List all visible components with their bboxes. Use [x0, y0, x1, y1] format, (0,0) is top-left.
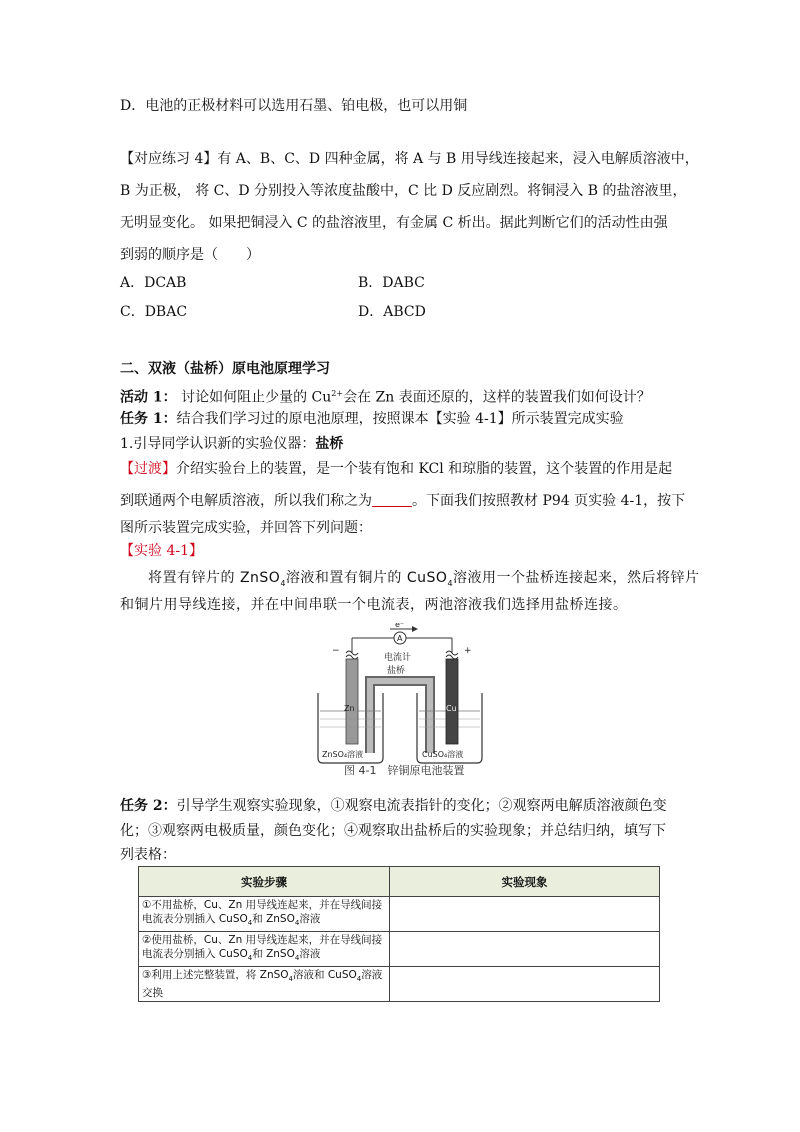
task2-line3: 列表格： — [120, 847, 176, 863]
result-cell[interactable] — [390, 967, 660, 1002]
electron-label: e⁻ — [395, 623, 405, 629]
task2-line2: 化；③观察两电极质量，颜色变化；④观察取出盐桥后的实验现象；并总结归纳，填写下 — [120, 823, 666, 839]
table-row — [139, 897, 660, 932]
right-solution-label: CuSO₄溶液 — [422, 750, 464, 759]
step-cell: ③利用上述完整装置，将 ZnSO$_4$溶液和 CuSO$_4$溶液交换 — [139, 967, 390, 1002]
guide1-text: 1.引导同学认识新的实验仪器： — [120, 436, 316, 452]
svg-text:−: − — [332, 646, 340, 656]
task1 — [120, 409, 624, 429]
transition-text2a: 到联通两个电解质溶液，所以我们称之为 — [120, 493, 372, 509]
left-solution-label: ZnSO₄溶液 — [322, 750, 364, 759]
task2-line1 — [120, 796, 667, 816]
transition-text1: 介绍实验台上的装置，是一个装有饱和 KCl 和琼脂的装置，这个装置的作用是起 — [176, 461, 673, 477]
exp41-sub1: 4 — [280, 578, 286, 588]
transition-line1 — [120, 459, 672, 479]
activity1-sup: 2+ — [331, 389, 344, 398]
zn-label: Zn — [344, 704, 355, 713]
practice4-line3: 无明显变化。 如果把铜浸入 C 的盐溶液里，有金属 C 析出。据此判断它们的活动性由强 — [120, 215, 668, 231]
option-a: A．DCAB — [120, 275, 187, 291]
section2-title: 二、双液（盐桥）原电池原理学习 — [120, 361, 330, 377]
option-d: D．ABCD — [358, 304, 426, 320]
exp41-line2: 和铜片用导线连接，并在中间串联一个电流表，两池溶液我们选择用盐桥连接。 — [120, 597, 628, 613]
exp41-line1 — [148, 568, 700, 594]
option-d-prev: D．电池的正极材料可以选用石墨、铂电极，也可以用铜 — [120, 98, 468, 114]
activity1-text-b: 会在 Zn 表面还原的，这样的装置我们如何设计？ — [343, 389, 651, 406]
exp41-sub2: 4 — [447, 578, 454, 588]
salt-bridge-label: 盐桥 — [387, 666, 406, 676]
exp41-text-a: 将置有锌片的 ZnSO — [148, 570, 281, 586]
exp41-text-b: 溶液和置有铜片的 CuSO — [285, 570, 448, 586]
transition-line3: 图所示装置完成实验，并回答下列问题： — [120, 520, 372, 536]
transition-line2 — [120, 491, 685, 511]
figure-caption: 图 4-1 锌铜原电池装置 — [344, 764, 465, 777]
ammeter-label: A — [397, 634, 403, 643]
result-cell[interactable] — [390, 897, 660, 932]
option-b: B．DABC — [358, 275, 425, 291]
fill-blank[interactable] — [372, 492, 412, 507]
zinc-electrode — [346, 659, 358, 744]
step-cell: ②使用盐桥，Cu、Zn 用导线连起来，并在导线间接电流表分别插入 CuSO$_4$和 ZnSO$_4$溶液 — [139, 932, 390, 967]
salt-bridge-shape — [370, 681, 430, 753]
cu-label: Cu — [446, 704, 457, 713]
practice4-line4: 到弱的顺序是（ ） — [120, 247, 260, 263]
galvanic-cell-figure — [312, 623, 490, 778]
task1-text: 结合我们学习过的原电池原理，按照课本【实验 4-1】所示装置完成实验 — [176, 411, 624, 427]
header-steps: 实验步骤 — [139, 867, 390, 897]
activity1-label: 活动 1： — [120, 389, 177, 406]
table-row — [139, 967, 660, 1002]
step-cell: ①不用盐桥，Cu、Zn 用导线连起来，并在导线间接电流表分别插入 CuSO$_4$和 ZnSO$_4$溶液 — [139, 897, 390, 932]
exp41-label: 【实验 4-1】 — [120, 543, 203, 559]
transition-label: 【过渡】 — [120, 461, 176, 477]
task2-text1: 引导学生观察实验现象，①观察电流表指针的变化；②观察两电解质溶液颜色变 — [176, 798, 667, 814]
guide1-bold: 盐桥 — [315, 436, 344, 452]
ammeter-caption: 电流计 — [384, 653, 412, 663]
practice4-line2: B 为正极， 将 C、D 分别投入等浓度盐酸中，C 比 D 反应剧烈。将铜浸入 B 的盐溶液里， — [120, 183, 687, 199]
exp41-text-c: 溶液用一个盐桥连接起来，然后将锌片 — [453, 570, 700, 586]
table-header-row — [139, 867, 660, 897]
activity1-text-a: 讨论如何阻止少量的 Cu — [176, 389, 332, 406]
option-c: C．DBAC — [120, 304, 188, 320]
transition-text2b: 。下面我们按照教材 P94 页实验 4-1，按下 — [412, 493, 686, 509]
result-cell[interactable] — [390, 932, 660, 967]
experiment-table — [138, 866, 660, 1002]
svg-text:+: + — [464, 646, 472, 656]
task1-label: 任务 1： — [120, 411, 177, 427]
copper-electrode — [446, 659, 458, 744]
task2-label: 任务 2： — [120, 798, 177, 814]
practice4-line1: 【对应练习 4】有 A、B、C、D 四种金属，将 A 与 B 用导线连接起来，浸入电解质溶液中， — [120, 151, 699, 167]
guide1 — [120, 434, 343, 454]
activity1 — [120, 384, 651, 408]
table-row — [139, 932, 660, 967]
header-results: 实验现象 — [390, 867, 660, 897]
